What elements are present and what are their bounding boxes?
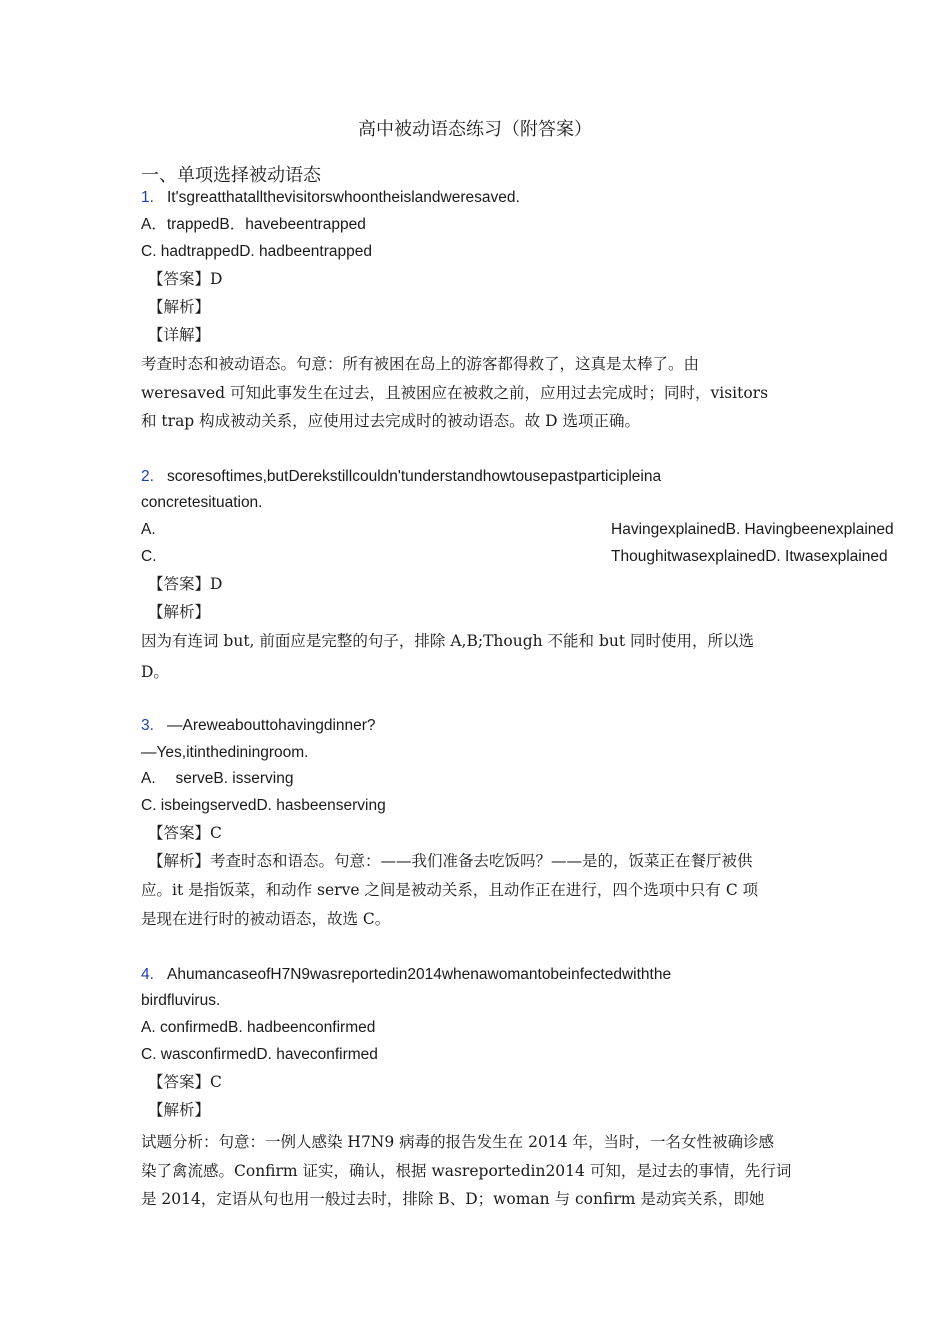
question-3-explanation-line-3: 是现在进行时的被动语态，故选 C。 [141, 910, 391, 928]
question-1-text: It'sgreatthatallthevisitorswhoontheislandweresaved. [167, 189, 520, 206]
question-2-stem [141, 467, 661, 487]
question-3-options-ab: A. serveB. isserving [141, 770, 294, 787]
question-1-answer: 【答案】D [148, 270, 223, 288]
question-4-text: AhumancaseofH7N9wasreportedin2014whenawomantobeinfectedwiththe [167, 966, 672, 983]
question-3-explanation-line-2: 应。it 是指饭菜，和动作 serve 之间是被动关系，且动作正在进行，四个选项中只有 C 项 [141, 881, 759, 899]
question-1-stem [141, 188, 520, 208]
question-2-explanation-line-2: D。 [141, 663, 169, 681]
question-4-analysis-label: 【解析】 [148, 1101, 211, 1119]
question-2-options-ab-text: HavingexplainedB. Havingbeenexplained [611, 521, 894, 538]
question-1-explanation-line-3: 和 trap 构成被动关系，应使用过去完成时的被动语态。故 D 选项正确。 [141, 412, 640, 430]
question-2-number: 2. [141, 468, 154, 485]
question-1-analysis-label: 【解析】 [148, 298, 211, 316]
question-3-options-cd: C. isbeingservedD. hasbeenserving [141, 797, 386, 814]
question-1-options-ab: A．trappedB．havebeentrapped [141, 216, 366, 233]
question-3-answer: 【答案】C [148, 824, 222, 842]
question-4-explanation-line-1: 试题分析：句意：一例人感染 H7N9 病毒的报告发生在 2014 年，当时，一名女性被确诊感 [141, 1133, 774, 1151]
question-1-detail-label: 【详解】 [148, 326, 211, 344]
section-heading: 一、单项选择被动语态 [141, 165, 321, 186]
question-2-options-cd-text: ThoughitwasexplainedD. Itwasexplained [611, 548, 888, 565]
question-2-options-ab [141, 520, 894, 540]
question-4-explanation-line-2: 染了禽流感。Confirm 证实，确认，根据 wasreportedin2014 可知，是过去的事情，先行词 [141, 1162, 792, 1180]
question-3-stem-line-2: —Yes,itinthediningroom. [141, 744, 309, 761]
question-2-stem-line-2: concretesituation. [141, 494, 263, 511]
question-1-options-cd: C. hadtrappedD. hadbeentrapped [141, 243, 372, 260]
option-c-label: C. [141, 548, 157, 565]
question-1-explanation-line-1: 考查时态和被动语态。句意：所有被困在岛上的游客都得救了，这真是太棒了。由 [141, 355, 700, 373]
question-3-text: —Areweabouttohavingdinner? [167, 717, 376, 734]
question-1-number: 1. [141, 189, 154, 206]
question-4-number: 4. [141, 966, 154, 983]
question-1-explanation-line-2: weresaved 可知此事发生在过去，且被困应在被救之前，应用过去完成时；同时，visitors [141, 384, 769, 402]
question-4-stem-line-2: birdfluvirus. [141, 992, 221, 1009]
document-title: 高中被动语态练习（附答案） [358, 119, 592, 140]
option-a-label: A. [141, 521, 156, 538]
question-4-answer: 【答案】C [148, 1073, 222, 1091]
question-4-options-ab: A. confirmedB. hadbeenconfirmed [141, 1019, 376, 1036]
question-2-explanation-line-1: 因为有连词 but, 前面应是完整的句子，排除 A,B;Though 不能和 but 同时使用，所以选 [141, 632, 755, 650]
question-3-stem [141, 716, 376, 736]
question-4-options-cd: C. wasconfirmedD. haveconfirmed [141, 1046, 378, 1063]
question-3-explanation-line-1: 【解析】考查时态和语态。句意：——我们准备去吃饭吗？——是的，饭菜正在餐厅被供 [148, 852, 753, 870]
question-3-number: 3. [141, 717, 154, 734]
question-2-analysis-label: 【解析】 [148, 603, 211, 621]
question-4-stem [141, 965, 671, 985]
question-4-explanation-line-3: 是 2014，定语从句也用一般过去时，排除 B、D；woman 与 confirm 是动宾关系，即她 [141, 1190, 765, 1208]
question-2-text: scoresoftimes,butDerekstillcouldn'tunderstandhowtousepastparticipleina [167, 468, 662, 485]
question-2-options-cd [141, 547, 888, 567]
question-2-answer: 【答案】D [148, 575, 223, 593]
